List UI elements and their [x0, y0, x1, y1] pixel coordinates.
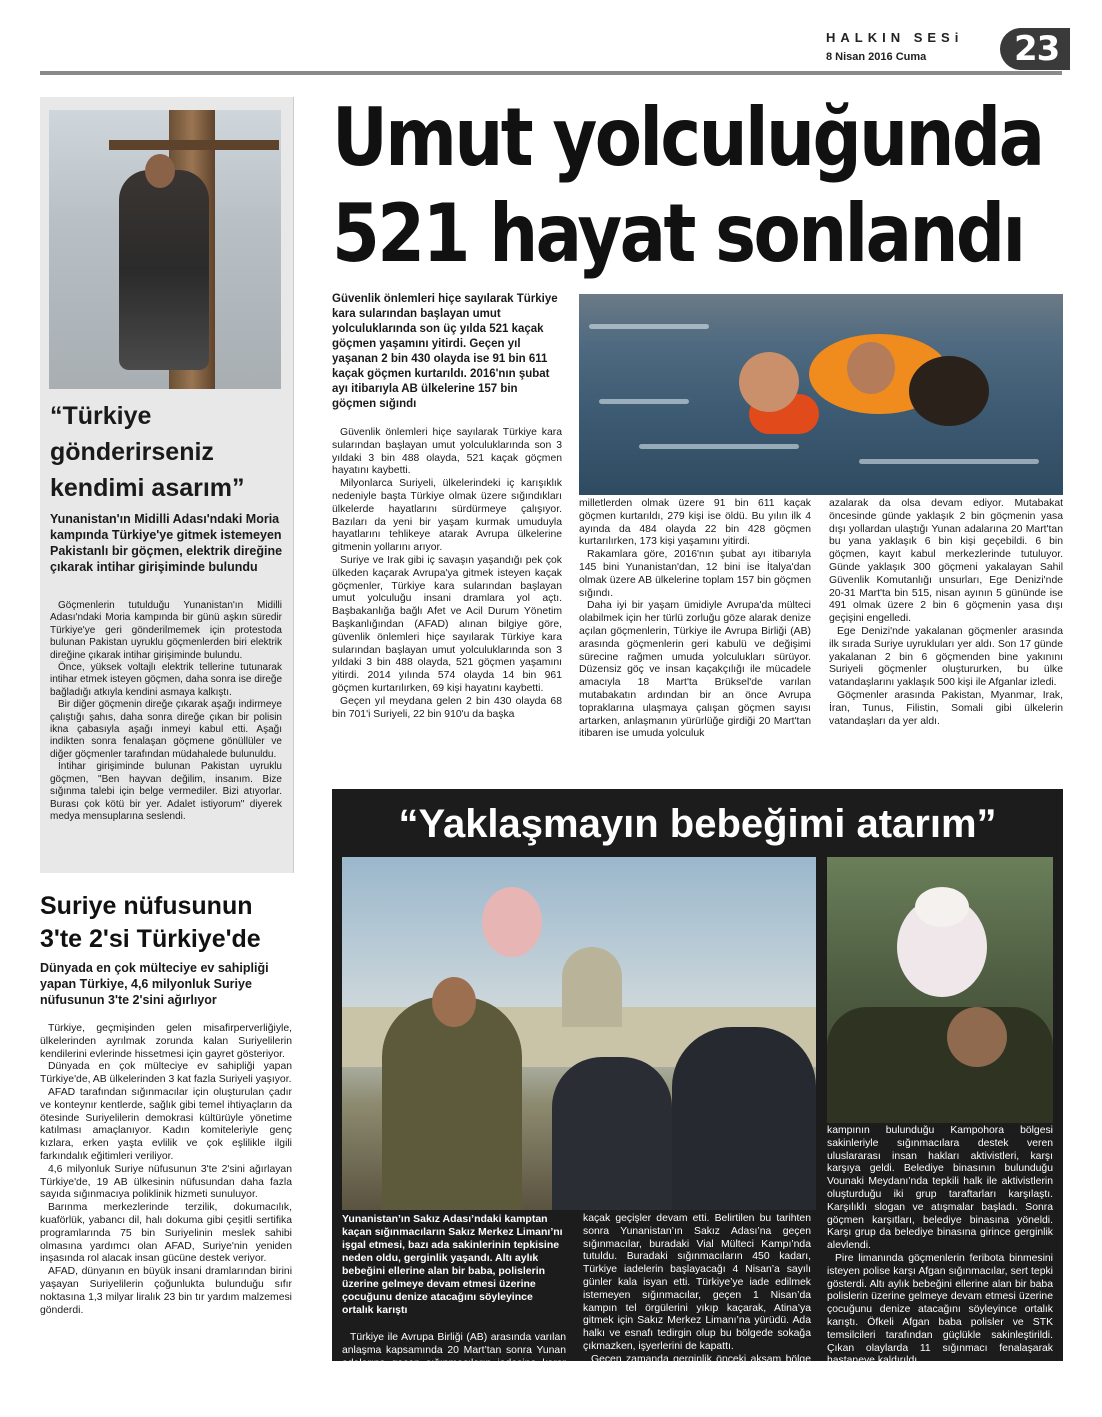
- side-story-paragraph: Önce, yüksek voltajlı elektrik tellerine tutunarak intihar etmek isteyen göçmen, daha sonra ise direğe bağladığı atkıyla kendini asmaya kalkıştı.: [50, 662, 282, 698]
- baby-story-column-2: [583, 1213, 811, 1379]
- main-story-paragraph: Milyonlarca Suriyeli, ülkelerindeki iç karışıklık nedeniyle başta Türkiye olmak üzere sığındıkları ülkelerde hayatlarını sürdürmeye çalışıyor. Bazıları da yeni bir yaşam kurmak umuduyla hayatlarını tehlikeye atarak Avrupa ülkelerine gitmenin yollarını arıyor.: [332, 478, 562, 554]
- main-story-paragraph: Daha iyi bir yaşam ümidiyle Avrupa'da mülteci olabilmek için her türlü zorluğu göze alarak denize açılan göçmenlerin, Türkiye ile Avrupa Birliği (AB) arasında göçmenlerin geri kabulü ve değişimi sürecine rağmen umuda yolculukları sürüyor. Düzensiz göç ve insan kaçakçılığı ile mücadele amacıyla 18 Mart'ta Brüksel'de varılan mutabakatın ardından bir an önce Avrupa topraklarına ulaşmaya çalışan göçmen sayısı artarken, anlaşmanın yürürlüğe girdiği 20 Mart'tan itibaren ise umuda yolculuk: [579, 600, 811, 740]
- baby-hat-shape: [915, 887, 969, 927]
- baby-story-column-3: [827, 1125, 1053, 1368]
- woman-figure-shape: [552, 1057, 672, 1210]
- man-head-shape: [145, 154, 175, 188]
- man-figure-shape: [119, 170, 209, 370]
- main-story-paragraph: Ege Denizi'nde yakalanan göçmenler arasında ilk sırada Suriye uyrukluları yer aldı. Son 17 günde yakalanan 2 bin 6 göçmenden bine yakınını Suriyeli göçmenler oluştururken, bu ülke vatandaşlarını yaklaşık 500 kişi ile Afganlar izledi.: [829, 625, 1063, 689]
- syria-story-paragraph: Barınma merkezlerinde terzilik, dokumacılık, kuaförlük, yabancı dil, halı dokuma gibi çeşitli sertifika programlarında 75 bin Suriyelinin meslek sahibi olmasına yardımcı olan AFAD, Suriye'nin yeniden inşasında rol alacak insan gücüne destek veriyor.: [40, 1202, 292, 1265]
- baby-story-paragraph: Türkiye ile Avrupa Birliği (AB) arasında varılan anlaşma kapsamında 20 Mart’tan sonra Yunan adalarına geçen sığınmacıların iadesine karar verildi. Ancak, buna rağmen Yunan adalarına: [342, 1332, 566, 1382]
- baby-story-paragraph: kaçak geçişler devam etti. Belirtilen bu tarihten sonra Yunanistan’ın Sakız Adası’na geçen sığınmacılar, buradaki Vial Mülteci Kampı’nda tutuldu. Buradaki sığınmacıların 450 kadarı, Türkiye iadelerin başlayacağı 4 Nisan’a sayılı günler kala isyan etti. Türkiye’ye iade edilmek istemeyen sığınmacılar, geçen 1 Nisan’da kampın tel örgülerini yıkıp kaçarak, Atina’ya gitmek için Sakız Merkez Limanı’na yürüdü. Ada halkı ve esnafı tedirgin olup bu bölgede sokağa çıkmazken, işyerlerini de kapattı.: [583, 1213, 811, 1352]
- father-head-shape: [432, 977, 476, 1027]
- main-story-column-3: [829, 498, 1063, 728]
- wave-shape: [639, 444, 799, 449]
- baby-story-paragraph: Geçen zamanda gerginlik önceki akşam bölge sakinlerinin tepkisine dönüştü. Mülteci: [583, 1353, 811, 1378]
- main-story-column-2: [579, 498, 811, 741]
- main-story-paragraph: milletlerden olmak üzere 91 bin 611 kaçak göçmen kurtarıldı, 279 kişi ise öldü. Bu yılın ilk 4 ayında da 484 olayda 22 bin 428 göçmen kurtarılırken, 173 kişi yaşamını yitirdi.: [579, 498, 811, 548]
- issue-date: 8 Nisan 2016 Cuma: [826, 51, 927, 63]
- main-headline: [332, 90, 1043, 282]
- man-head-shape: [947, 1007, 1007, 1067]
- photo-baby-held-aloft: [827, 857, 1053, 1123]
- syria-story-deck: Dünyada en çok mülteciye ev sahipliği yapan Türkiye, 4,6 milyonluk Suriye nüfusunun 3'te 2'sini ağırlıyor: [40, 961, 269, 1007]
- header-divider: [40, 71, 1062, 75]
- father-figure-shape: [382, 997, 522, 1210]
- side-story-paragraph: Bir diğer göçmenin direğe çıkarak aşağı indirmeye çalıştığı şahıs, daha sonra direğe çıkan bir polisin ikna çabasıyla aşağı inmeyi kabul etti. Aşağı indikten sonra fenalaşan göçmene gönüllüler ve diğer göçmenler tarafından müdahalede bulunuldu.: [50, 699, 282, 760]
- main-story-paragraph: Rakamlara göre, 2016'nın şubat ayı itibarıyla 145 bini Yunanistan'dan, 12 bini ise İtalya'dan olmak üzere AB ülkelerine toplam 157 bin göçmen sığındı.: [579, 549, 811, 599]
- syria-story-title: Suriye nüfusunun 3'te 2'si Türkiye'de: [40, 892, 261, 953]
- main-story-paragraph: Güvenlik önlemleri hiçe sayılarak Türkiye kara sularından başlayan umut yolculuklarında son 3 yıldaki 3 bin 488 olayda, 521 kaçak göçmen hayatını kaybetti.: [332, 427, 562, 477]
- photo-man-on-pole: [49, 110, 281, 389]
- syria-story-paragraph: AFAD tarafından sığınmacılar için oluşturulan çadır ve konteynır kentlerde, sağlık gibi temel ihtiyaçların da ötesinde Suriyelilerin demokrasi kültürüyle yönetime katılması amaçlanıyor. Kadın komiteleriyle genç kızlara, erken yaşta evlilik ve çok eşlilikle ilgili farkındalık eğitimleri veriliyor.: [40, 1086, 292, 1162]
- wave-shape: [589, 324, 709, 329]
- side-story-paragraph: İntihar girişiminde bulunan Pakistan uyruklu göçmen, "Ben hayvan değilim, insanım. Bize sığınma talebi için belge vermediler. Bizi atıyorlar. Burası çok kötü bir yer. Adalet istiyorum" diyerek medya mensuplarına seslendi.: [50, 761, 282, 822]
- syria-story-body: [40, 1023, 292, 1317]
- side-story-quote: “Türkiye gönderirseniz kendimi asarım”: [50, 402, 245, 502]
- photo-migrants-in-sea: [579, 294, 1063, 495]
- masthead: HALKIN SESi: [826, 30, 964, 45]
- crowd-shape: [827, 1007, 1053, 1123]
- police-officer-shape: [672, 1027, 816, 1210]
- baby-story-paragraph: kampının bulunduğu Kampohora bölgesi sakinleriyle sığınmacılara destek veren uluslararası insan hakları aktivistleri, karşı karşıya geldi. Belediye binasının bulunduğu Vounaki Meydanı’nda tepkili halk ile aktivistlerin oluşturduğu iki grup taraftarları karşılaştı. Karşılıklı slogan ve atışmalar başladı. Sonra göçmen karşıtları, belediye binasına yöneldi. Karşı grup da belediye binasına girince gerginlik alevlendi.: [827, 1125, 1053, 1252]
- main-story-column-1: [332, 427, 562, 721]
- syria-story-paragraph: Dünyada en çok mülteciye ev sahipliği yapan Türkiye'de, AB ülkelerinden 3 kat fazla Suriyeli yaşıyor.: [40, 1061, 292, 1086]
- wave-shape: [859, 459, 1039, 464]
- syria-story-paragraph: 4,6 milyonluk Suriye nüfusunun 3'te 2'sini ağırlayan Türkiye'de, 19 AB ülkesinin nüfusundan daha fazla sayıda sığınmacıya poliklinik hizmeti sunuluyor.: [40, 1163, 292, 1201]
- syria-story-paragraph: AFAD, dünyanın en büyük insani dramlarından birini yaşayan Suriyelilerin çoğunlukta bulunduğu sıfır noktasına 1,3 milyar liralık 23 bin tır yardım malzemesi gönderdi.: [40, 1266, 292, 1316]
- baby-photo-caption: Yunanistan’ın Sakız Adası’ndaki kamptan kaçan sığınmacıların Sakız Merkez Limanı’nı işgal etmesi, bazı ada sakinlerinin tepkisine neden oldu, gerginlik yaşandı. Altı aylık bebeğini ellerine alan bir baba, polislerin üzerine gelmeye devam etmesi üzerine çocuğunu denize atacağını söyleyince ortalık karıştı: [342, 1213, 563, 1316]
- syria-story-paragraph: Türkiye, geçmişinden gelen misafirperverliğiyle, ülkelerinden ayrılmak zorunda kalan Suriyelilerin kendilerini evlerinde hissetmesi için gayret gösteriyor.: [40, 1023, 292, 1060]
- girl-head-shape: [847, 342, 895, 394]
- dome-shape: [562, 947, 622, 1027]
- main-story-paragraph: Geçen yıl meydana gelen 2 bin 430 olayda 68 bin 701'i Suriyeli, 22 bin 910'u da başka: [332, 695, 562, 720]
- main-headline-line1: Umut yolculuğunda: [332, 91, 1043, 184]
- side-story-deck: Yunanistan'ın Midilli Adası'ndaki Moria kampında Türkiye'ye gitmek istemeyen Pakistanlı bir göçmen, elektrik direğine çıkarak intihar girişiminde bulundu: [50, 512, 283, 574]
- photo-father-holding-baby: [342, 857, 816, 1210]
- side-story-body: [50, 600, 282, 823]
- wave-shape: [599, 399, 689, 404]
- side-story-paragraph: Göçmenlerin tutulduğu Yunanistan'ın Midilli Adası'ndaki Moria kampında bir günü aşkın süredir Türkiye'ye geri gönderilmemek için protestoda bulunan Pakistan uyruklu göçmenlerden biri elektrik direğine çıkarak intihar girişiminde bulundu.: [50, 600, 282, 661]
- baby-story-column-1: [342, 1332, 566, 1383]
- baby-story-headline: “Yaklaşmayın bebeğimi atarım”: [398, 802, 997, 846]
- main-story-paragraph: Göçmenler arasında Pakistan, Myanmar, Irak, İran, Tunus, Filistin, Somali gibi ülkelerin vatandaşları da yer aldı.: [829, 689, 1063, 727]
- pole-crossbar-shape: [109, 140, 279, 150]
- baby-story-paragraph: Pire limanında göçmenlerin feribota binmesini isteyen polise karşı Afgan sığınmacılar, sert tepki gösterdi. Altı aylık bebeğini ellerine alan bir baba polislerin üzerine gelmeye devam etmesi üzerine çocuğunu denize atacağını söyleyince ortalık karıştı. Öfkeli Afgan baba polisler ve STK temsilcileri tarafından güçlükle sakinleştirildi. Çıkan olaylarda 11 sığınmacı fenalaşarak hastaneye kaldırıldı.: [827, 1252, 1053, 1367]
- main-headline-line2: 521 hayat sonlandı: [332, 187, 1024, 280]
- adult-figure-shape: [909, 356, 989, 426]
- main-story-deck: Güvenlik önlemleri hiçe sayılarak Türkiye kara sularından başlayan umut yolculuklarında son üç yılda 521 kaçak göçmen yaşamını yitirdi. Geçen yıl yaşanan 2 bin 430 olayda ise 91 bin 611 kaçak göçmen kurtarıldı. 2016'nın şubat ayı itibarıyla AB ülkelerine 157 bin göçmen sığındı: [332, 293, 558, 410]
- main-story-paragraph: azalarak da olsa devam ediyor. Mutabakat öncesinde günde yaklaşık 2 bin göçmenin yasa dışı yollardan ulaştığı Yunan adalarına 20 Mart'tan bu yana yaklaşık 6 bin kişi geçebildi. 6 bin göçmen, kayıt kabul merkezlerinde tutuluyor. Günde yaklaşık 300 göçmeni yakalayan Sahil Güvenlik Komutanlığı unsurları, Ege Denizi'nde 20-31 Mart'ta bin 515, nisan ayının 5 gününde ise 491 olmak üzere 2 bin 6 göçmenin yasa dışı geçişini engelledi.: [829, 498, 1063, 625]
- main-story-paragraph: Suriye ve Irak gibi iç savaşın yaşandığı pek çok ülkeden kaçarak Avrupa'ya gitmek isteyen kaçak göçmenler, Türkiye kara sularından başlayan umut yolculuğu insani dramlara yol açtı. Başbakanlığa bağlı Afet ve Acil Durum Yönetim Başkanlığından (AFAD) alınan bilgiye göre, güvenlik önlemleri hiçe sayılarak Türkiye kara sularından başlayan umut yolculuklarında son 3 yıldaki 3 bin 488 olayda, 521 göçmen yaşamını yitirdi. 2014 yılında 574 olayda 14 bin 961 göçmen kurtarılırken, 69 kişi hayatını kaybetti.: [332, 554, 562, 694]
- child-head-shape: [739, 352, 799, 412]
- baby-shape: [482, 887, 542, 957]
- page-number: 23: [1000, 28, 1070, 70]
